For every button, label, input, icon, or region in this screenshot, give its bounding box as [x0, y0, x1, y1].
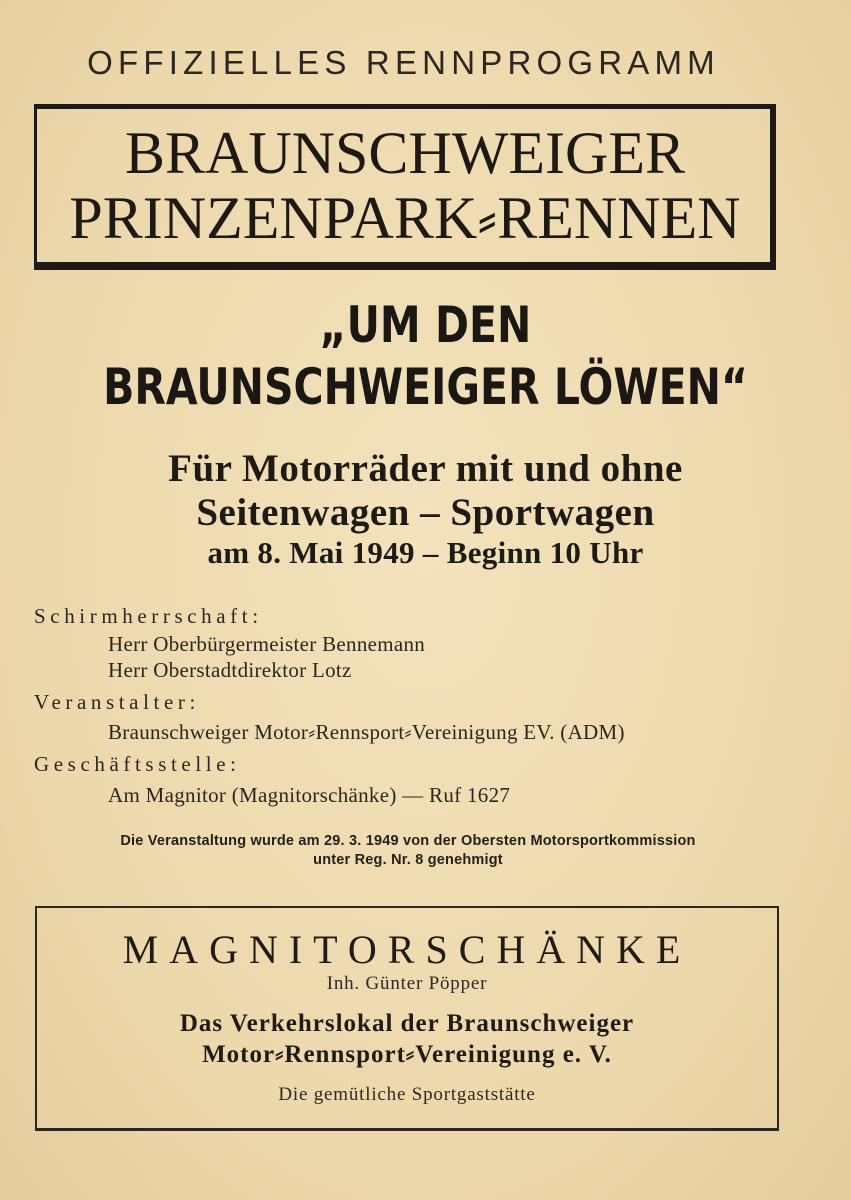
slogan-line-2: BRAUNSCHWEIGER LÖWEN“ — [103, 358, 748, 416]
approval-note-line-1: Die Veranstaltung wurde am 29. 3. 1949 von der Obersten Motorsportkommission — [120, 833, 696, 849]
advert-tagline-1: Das Verkehrslokal der Braunschweiger — [179, 1010, 635, 1037]
program-kicker: OFFIZIELLES RENNPROGRAMM — [87, 44, 720, 81]
approval-note-line-2: unter Reg. Nr. 8 genehmigt — [313, 852, 503, 868]
office-value: Am Magnitor (Magnitorschänke) — Ruf 1627 — [108, 783, 511, 807]
title-line-1: BRAUNSCHWEIGER — [124, 120, 685, 186]
event-vehicles-line-1: Für Motorräder mit und ohne — [168, 447, 683, 490]
office-label: Geschäftsstelle: — [34, 752, 241, 776]
title-line-2: PRINZENPARK⸗RENNEN — [69, 185, 741, 251]
advert-tagline-2: Motor⸗Rennsport⸗Vereinigung e. V. — [202, 1041, 612, 1068]
advert-name: MAGNITORSCHÄNKE — [122, 927, 692, 972]
event-date-time: am 8. Mai 1949 – Beginn 10 Uhr — [207, 535, 644, 570]
slogan-line-1: „UM DEN — [319, 296, 532, 354]
advert-footer: Die gemütliche Sportgaststätte — [278, 1084, 536, 1105]
advert-owner: Inh. Günter Pöpper — [326, 973, 488, 994]
patron-mayor: Herr Oberbürgermeister Bennemann — [108, 632, 426, 656]
patron-director: Herr Oberstadtdirektor Lotz — [108, 658, 352, 682]
event-vehicles-line-2: Seitenwagen – Sportwagen — [196, 491, 655, 534]
organizer-value: Braunschweiger Motor⸗Rennsport⸗Vereinigung EV. (ADM) — [108, 720, 625, 744]
organizer-label: Veranstalter: — [34, 690, 200, 714]
patronage-label: Schirmherrschaft: — [34, 604, 263, 628]
